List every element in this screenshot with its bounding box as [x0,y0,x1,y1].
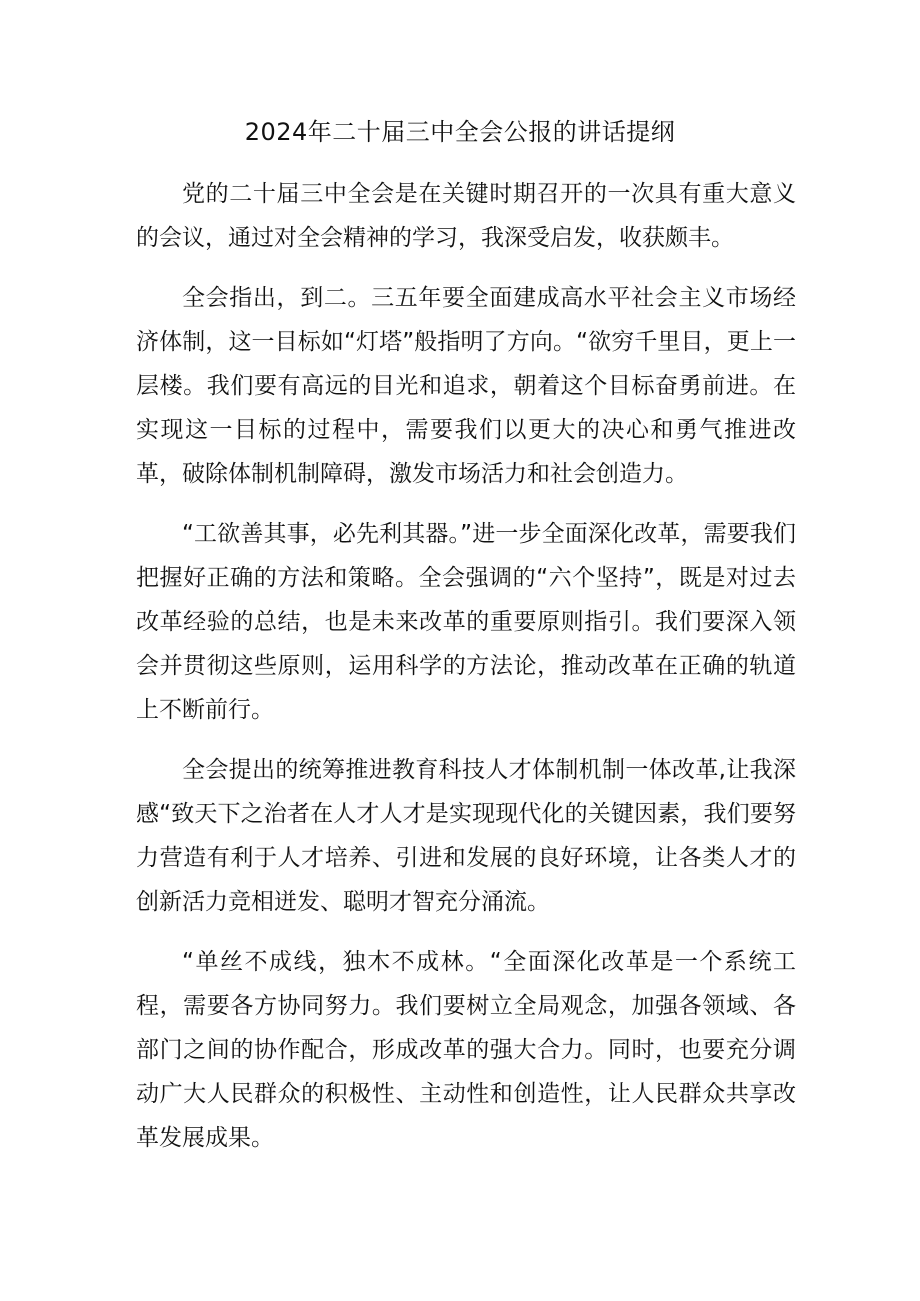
paragraph-5: “单丝不成线，独木不成林。“全面深化改革是一个系统工程，需要各方协同努力。我们要树立全局观念，加强各领域、各部门之间的协作配合，形成改革的强大合力。同时，也要充分调动广大人民群众的积极性、主动性和创造性，让人民群众共享改革发展成果。 [136,949,796,1151]
document-body [136,172,796,1176]
paragraph-2: 全会指出，到二。三五年要全面建成高水平社会主义市场经济体制，这一目标如“灯塔”般指明了方向。“欲穷千里目，更上一层楼。我们要有高远的目光和追求，朝着这个目标奋勇前进。在实现这一目标的过程中，需要我们以更大的决心和勇气推进改革，破除体制机制障碍，激发市场活力和社会创造力。 [136,285,796,487]
paragraph-3: “工欲善其事，必先利其器。”进一步全面深化改革，需要我们把握好正确的方法和策略。全会强调的“六个坚持”，既是对过去改革经验的总结，也是未来改革的重要原则指引。我们要深入领会并贯彻这些原则，运用科学的方法论，推动改革在正确的轨道上不断前行。 [136,521,796,723]
document-title: 2024年二十届三中全会公报的讲话提纲 [244,118,676,146]
paragraph-4: 全会提出的统筹推进教育科技人才体制机制一体改革,让我深感“致天下之治者在人才人才是实现现代化的关键因素，我们要努力营造有利于人才培养、引进和发展的良好环境，让各类人才的创新活力竞相迸发、聪明才智充分涌流。 [136,757,796,915]
paragraph-1: 党的二十届三中全会是在关键时期召开的一次具有重大意义的会议，通过对全会精神的学习，我深受启发，收获颇丰。 [136,181,796,251]
